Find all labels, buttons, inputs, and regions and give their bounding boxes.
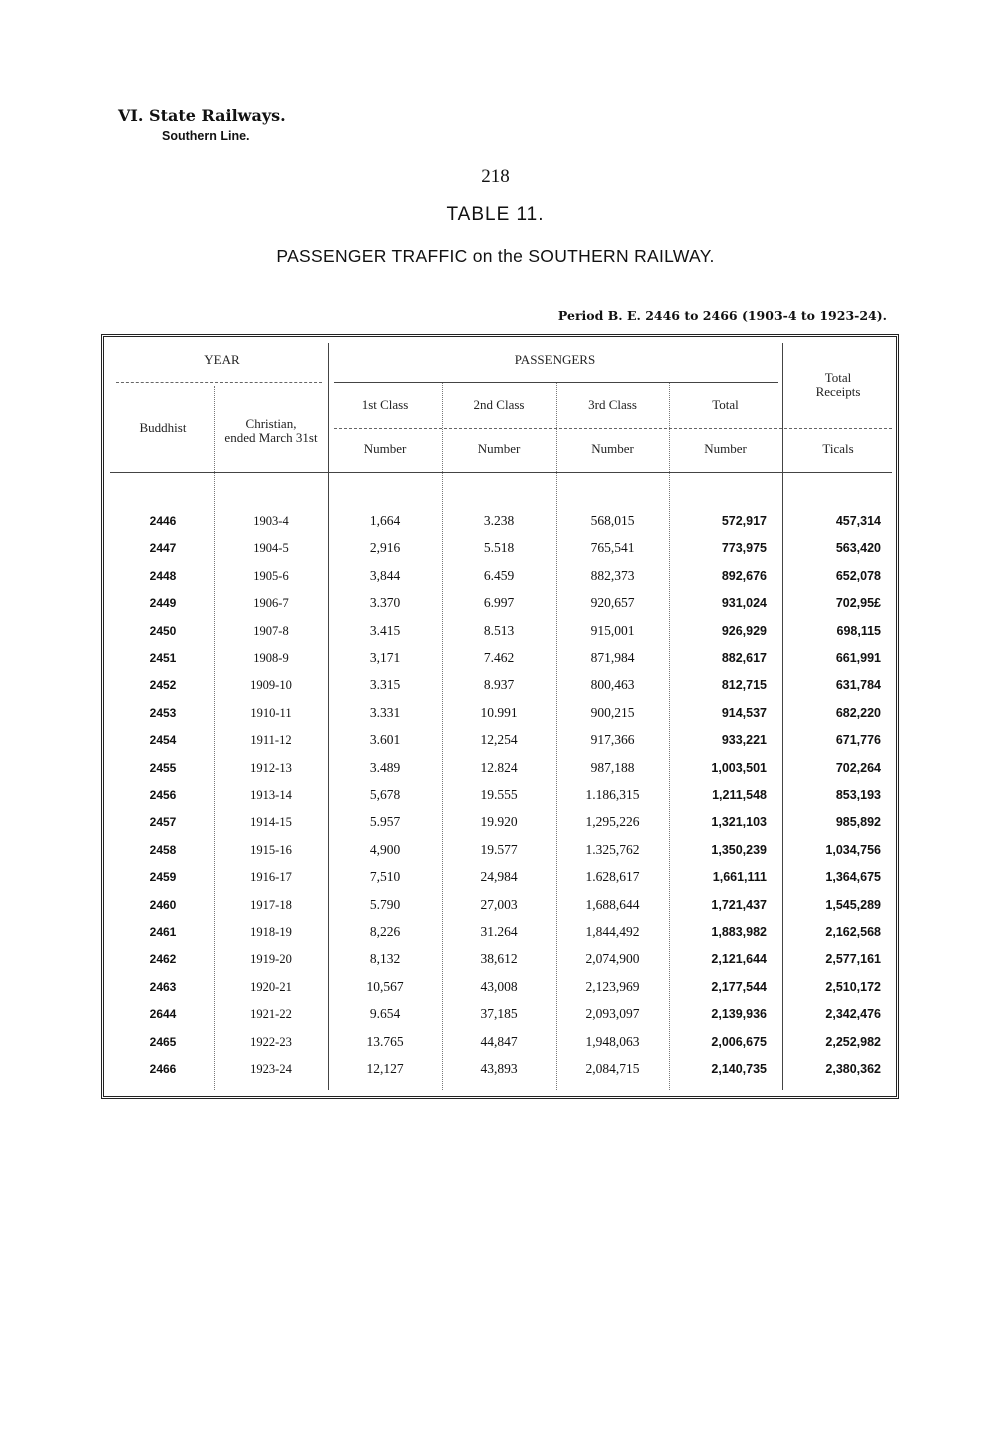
cell-total: 1,211,548 (712, 788, 767, 802)
cell-total: 1,350,239 (711, 843, 767, 857)
unit-third-class: Number (591, 441, 634, 456)
cell-receipts: 2,252,982 (825, 1035, 881, 1049)
header-christian-line1: Christian, (245, 416, 297, 431)
cell-buddhist: 2452 (149, 678, 177, 692)
cell-total: 2,006,675 (711, 1035, 767, 1049)
cell-buddhist: 2457 (149, 815, 177, 829)
cell-receipts: 2,380,362 (825, 1062, 881, 1076)
table-row (0, 785, 991, 811)
cell-second-class: 7.462 (483, 650, 515, 665)
unit-second-class: Number (477, 441, 521, 456)
cell-first-class: 13.765 (366, 1034, 404, 1049)
cell-christian: 1914-15 (250, 815, 292, 829)
cell-buddhist: 2460 (149, 898, 177, 912)
cell-christian: 1906-7 (253, 596, 289, 610)
table-row (0, 949, 991, 975)
cell-buddhist: 2459 (149, 870, 177, 884)
cell-first-class: 12,127 (366, 1061, 404, 1076)
cell-christian: 1916-17 (250, 870, 292, 884)
cell-christian: 1917-18 (250, 898, 292, 912)
cell-second-class: 43,008 (480, 979, 518, 994)
cell-second-class: 44,847 (480, 1034, 518, 1049)
cell-receipts: 661,991 (835, 651, 881, 665)
cell-christian: 1918-19 (250, 925, 292, 939)
cell-receipts: 2,162,568 (825, 925, 881, 939)
cell-first-class: 3,844 (369, 568, 401, 583)
cell-receipts: 698,115 (836, 624, 881, 638)
cell-christian: 1922-23 (250, 1035, 292, 1049)
table-number: TABLE 11. (446, 204, 545, 225)
cell-third-class: 1.186,315 (585, 787, 640, 802)
header-second-class: 2nd Class (473, 397, 525, 412)
table-row (0, 758, 991, 784)
cell-buddhist: 2448 (149, 569, 177, 583)
cell-total: 1,003,501 (711, 761, 767, 775)
cell-receipts: 1,545,289 (825, 898, 881, 912)
table-row (0, 922, 991, 948)
cell-buddhist: 2461 (149, 925, 177, 939)
header-passengers: PASSENGERS (514, 352, 596, 367)
table-row (0, 538, 991, 564)
cell-receipts: 985,892 (835, 815, 881, 829)
cell-christian: 1911-12 (250, 733, 292, 747)
cell-receipts: 682,220 (835, 706, 881, 720)
cell-buddhist: 2462 (149, 952, 177, 966)
cell-receipts: 1,034,756 (825, 843, 881, 857)
cell-third-class: 800,463 (590, 677, 635, 692)
cell-buddhist: 2644 (149, 1007, 177, 1021)
cell-buddhist: 2447 (149, 541, 177, 555)
cell-third-class: 871,984 (590, 650, 635, 665)
cell-christian: 1919-20 (250, 952, 292, 966)
cell-second-class: 37,185 (480, 1006, 518, 1021)
cell-buddhist: 2451 (149, 651, 177, 665)
cell-buddhist: 2455 (149, 761, 177, 775)
cell-christian: 1909-10 (250, 678, 292, 692)
cell-total: 1,721,437 (711, 898, 767, 912)
header-year: YEAR (204, 352, 240, 367)
cell-total: 933,221 (721, 733, 767, 747)
cell-receipts: 702,95£ (835, 596, 881, 610)
cell-third-class: 915,001 (590, 623, 635, 638)
cell-christian: 1904-5 (253, 541, 289, 555)
header-third-class: 3rd Class (588, 397, 637, 412)
table-row (0, 867, 991, 893)
cell-buddhist: 2454 (149, 733, 177, 747)
cell-receipts: 652,078 (835, 569, 881, 583)
table-row (0, 648, 991, 674)
cell-christian: 1913-14 (250, 788, 292, 802)
cell-second-class: 3.238 (483, 513, 515, 528)
cell-christian: 1905-6 (253, 569, 289, 583)
rule-under-class (334, 428, 892, 429)
table-row (0, 812, 991, 838)
unit-receipts: Ticals (822, 441, 854, 456)
cell-christian: 1912-13 (250, 761, 292, 775)
table-row (0, 1059, 991, 1085)
cell-receipts: 631,784 (835, 678, 881, 692)
cell-buddhist: 2446 (149, 514, 177, 528)
cell-total: 773,975 (721, 541, 767, 555)
unit-total: Number (704, 441, 747, 456)
cell-first-class: 4,900 (369, 842, 401, 857)
cell-first-class: 3,171 (369, 650, 401, 665)
cell-total: 914,537 (721, 706, 767, 720)
cell-second-class: 24,984 (480, 869, 518, 884)
cell-receipts: 2,577,161 (825, 952, 881, 966)
cell-first-class: 8,226 (369, 924, 401, 939)
cell-first-class: 10,567 (366, 979, 404, 994)
cell-christian: 1910-11 (250, 706, 292, 720)
cell-christian: 1903-4 (253, 514, 289, 528)
cell-buddhist: 2450 (149, 624, 177, 638)
table-row (0, 593, 991, 619)
cell-first-class: 3.601 (369, 732, 401, 747)
table-title: PASSENGER TRAFFIC on the SOUTHERN RAILWAY. (276, 246, 715, 266)
table-row (0, 1004, 991, 1030)
table-row (0, 566, 991, 592)
cell-buddhist: 2453 (149, 706, 177, 720)
cell-second-class: 12.824 (480, 760, 518, 775)
cell-first-class: 2,916 (369, 540, 401, 555)
cell-third-class: 920,657 (590, 595, 635, 610)
unit-first-class: Number (363, 441, 407, 456)
cell-total: 572,917 (721, 514, 767, 528)
header-total: Total (712, 397, 739, 412)
cell-total: 812,715 (721, 678, 767, 692)
cell-third-class: 1,295,226 (585, 814, 640, 829)
cell-receipts: 671,776 (835, 733, 881, 747)
cell-total: 1,661,111 (712, 870, 767, 884)
cell-second-class: 6.997 (483, 595, 515, 610)
cell-buddhist: 2458 (149, 843, 177, 857)
cell-total: 2,140,735 (711, 1062, 767, 1076)
cell-third-class: 987,188 (590, 760, 635, 775)
cell-christian: 1915-16 (250, 843, 292, 857)
table-row (0, 895, 991, 921)
cell-first-class: 5,678 (369, 787, 401, 802)
rule-under-header (110, 472, 892, 473)
table-row (0, 675, 991, 701)
header-christian-line2: ended March 31st (224, 430, 318, 445)
cell-receipts: 1,364,675 (825, 870, 881, 884)
cell-first-class: 3.370 (369, 595, 401, 610)
cell-christian: 1920-21 (250, 980, 292, 994)
header-first-class: 1st Class (361, 397, 409, 412)
cell-third-class: 765,541 (590, 540, 635, 555)
cell-third-class: 917,366 (590, 732, 635, 747)
table-row (0, 730, 991, 756)
cell-first-class: 3.489 (369, 760, 401, 775)
cell-receipts: 702,264 (835, 761, 881, 775)
cell-third-class: 900,215 (590, 705, 635, 720)
page-number: 218 (481, 166, 510, 187)
cell-total: 1,883,982 (711, 925, 767, 939)
cell-third-class: 882,373 (590, 568, 635, 583)
cell-total: 2,121,644 (711, 952, 767, 966)
header-total-receipts (782, 371, 894, 399)
period-label: Period B. E. 2446 to 2466 (1903-4 to 1923-24). (557, 308, 887, 323)
cell-second-class: 31.264 (480, 924, 518, 939)
cell-third-class: 2,084,715 (585, 1061, 640, 1076)
section-subtitle: Southern Line. (162, 129, 250, 143)
cell-second-class: 8.937 (483, 677, 515, 692)
header-total-receipts-line2: Receipts (815, 384, 861, 399)
cell-christian: 1923-24 (250, 1062, 292, 1076)
cell-second-class: 6.459 (483, 568, 515, 583)
cell-total: 2,177,544 (711, 980, 767, 994)
cell-third-class: 568,015 (590, 513, 635, 528)
cell-christian: 1908-9 (253, 651, 289, 665)
cell-first-class: 9.654 (369, 1006, 401, 1021)
cell-second-class: 43,893 (480, 1061, 518, 1076)
cell-total: 2,139,936 (711, 1007, 767, 1021)
cell-total: 892,676 (721, 569, 767, 583)
header-buddhist: Buddhist (139, 420, 187, 435)
cell-total: 931,024 (721, 596, 767, 610)
cell-second-class: 12,254 (480, 732, 518, 747)
cell-first-class: 1,664 (369, 513, 401, 528)
cell-second-class: 19.555 (480, 787, 518, 802)
rule-under-passengers (334, 382, 778, 383)
cell-receipts: 457,314 (835, 514, 881, 528)
cell-buddhist: 2465 (149, 1035, 177, 1049)
cell-third-class: 1,948,063 (585, 1034, 640, 1049)
cell-second-class: 38,612 (480, 951, 518, 966)
cell-third-class: 2,093,097 (585, 1006, 640, 1021)
cell-first-class: 3.415 (369, 623, 401, 638)
cell-first-class: 5.790 (369, 897, 401, 912)
table-row (0, 1032, 991, 1058)
cell-buddhist: 2463 (149, 980, 177, 994)
table-row (0, 621, 991, 647)
cell-christian: 1921-22 (250, 1007, 292, 1021)
cell-second-class: 5.518 (483, 540, 515, 555)
cell-third-class: 2,074,900 (585, 951, 640, 966)
cell-total: 1,321,103 (711, 815, 767, 829)
cell-second-class: 8.513 (483, 623, 515, 638)
cell-third-class: 2,123,969 (585, 979, 640, 994)
header-christian (214, 417, 328, 445)
cell-second-class: 19.577 (480, 842, 518, 857)
cell-total: 882,617 (721, 651, 767, 665)
cell-christian: 1907-8 (253, 624, 289, 638)
cell-buddhist: 2466 (149, 1062, 177, 1076)
table-row (0, 511, 991, 537)
cell-second-class: 10.991 (480, 705, 518, 720)
cell-receipts: 563,420 (835, 541, 881, 555)
cell-buddhist: 2449 (149, 596, 177, 610)
cell-buddhist: 2456 (149, 788, 177, 802)
table-row (0, 840, 991, 866)
cell-third-class: 1,688,644 (585, 897, 640, 912)
cell-first-class: 3.331 (369, 705, 401, 720)
table-row (0, 977, 991, 1003)
section-title: VI. State Railways. (118, 106, 286, 125)
cell-third-class: 1.628,617 (585, 869, 640, 884)
cell-first-class: 8,132 (369, 951, 401, 966)
cell-first-class: 7,510 (369, 869, 401, 884)
cell-receipts: 2,342,476 (825, 1007, 881, 1021)
cell-first-class: 5.957 (369, 814, 401, 829)
header-total-receipts-line1: Total (824, 370, 852, 385)
table-row (0, 703, 991, 729)
cell-receipts: 853,193 (835, 788, 881, 802)
cell-third-class: 1,844,492 (585, 924, 640, 939)
cell-second-class: 27,003 (480, 897, 518, 912)
rule-under-year (116, 382, 322, 383)
cell-third-class: 1.325,762 (585, 842, 640, 857)
cell-total: 926,929 (721, 624, 767, 638)
cell-second-class: 19.920 (480, 814, 518, 829)
cell-first-class: 3.315 (369, 677, 401, 692)
cell-receipts: 2,510,172 (825, 980, 881, 994)
